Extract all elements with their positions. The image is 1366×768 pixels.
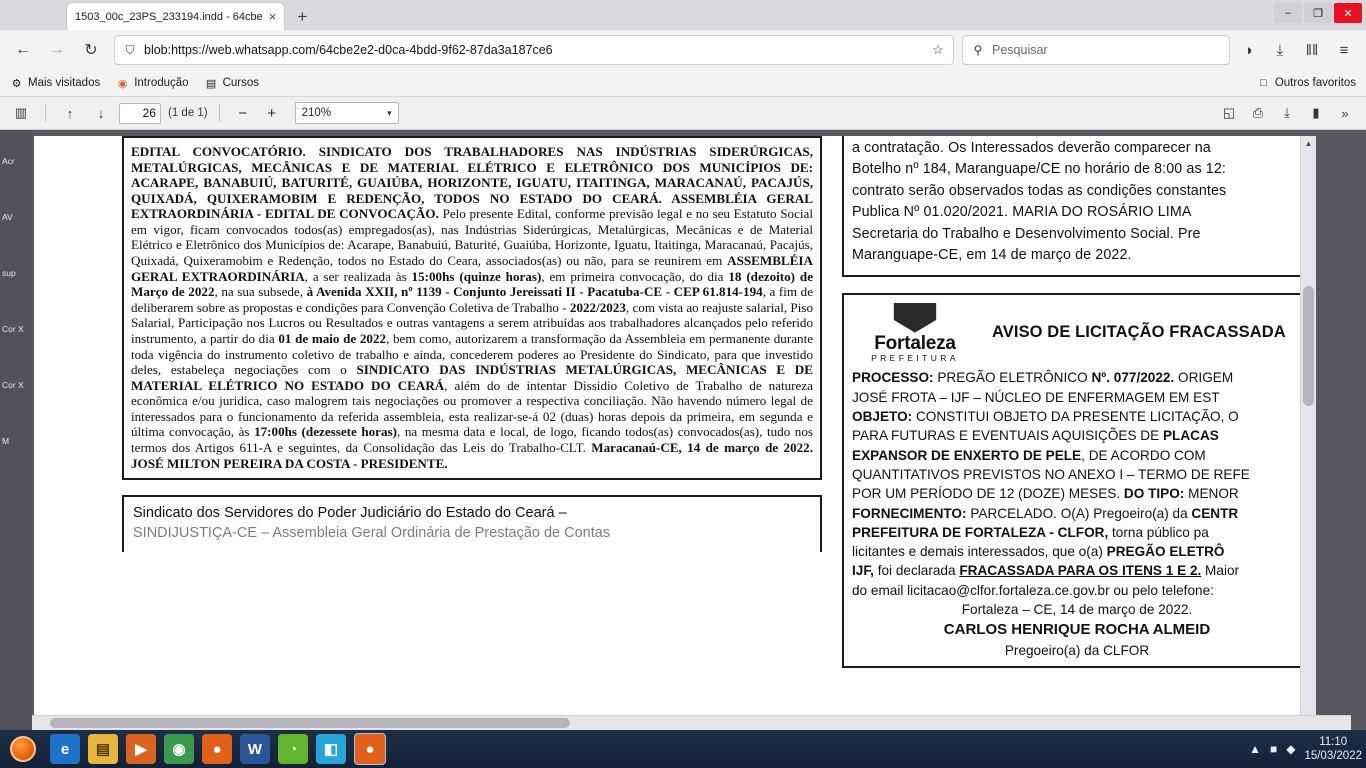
processo-tail: ORIGEM xyxy=(1174,370,1234,386)
maranguape-line: Secretaria do Trabalho e Desenvolvimento Social. Pre xyxy=(852,225,1201,242)
pocket-icon[interactable]: ◑ xyxy=(1243,41,1253,59)
zoom-out-button[interactable]: − xyxy=(238,104,248,122)
edital-convocatorio-notice xyxy=(122,136,822,480)
objeto-line3 xyxy=(852,446,1302,465)
show-hidden-icons-icon[interactable]: ▲ xyxy=(1249,742,1261,756)
notice-bold: SINDICATO DAS INDÚSTRIAS METALÚRGICAS, MECÂNICAS E DE MATERIAL ELÉTRICO NO ESTADO DO CEARÁ xyxy=(131,362,813,393)
tab-title: 1503_00c_23PS_233194.indd - 64cbe xyxy=(75,10,263,23)
save-icon[interactable]: ⤓ xyxy=(1284,105,1290,120)
forward-icon[interactable]: → xyxy=(49,41,65,58)
notice-body: , além do de intentar Dissidio Coletivo de Trabalho de natureza econômica e/ou juridica, caso malogrem tais negociações ou promover a respectiva conciliação. Não havendo número legal de interessados para o funcionamento da referida assembleia, esta realizar-se-á 02 (duas) horas depois da primeira, em segunda e última convocação, às xyxy=(131,377,813,440)
download-icon[interactable]: ⤓ xyxy=(1276,41,1284,59)
objeto-bold2: PLACAS xyxy=(1162,428,1219,444)
document-left-column xyxy=(122,136,822,552)
sindijustica-notice xyxy=(122,495,822,552)
objeto-paragraph xyxy=(852,407,1302,426)
url-text: blob:https://web.whatsapp.com/64cbe2e2-d0ca-4bdd-9f62-87da3a187ce6 xyxy=(144,43,553,57)
volume-icon[interactable]: ◆ xyxy=(1286,742,1296,756)
page-number-input[interactable]: 26 xyxy=(119,103,161,124)
start-orb-icon xyxy=(10,736,36,762)
notice-body: , a ser realizada às xyxy=(304,268,412,284)
notice-bold: 2022/2023 xyxy=(569,299,626,315)
sindijustica-line1: Sindicato dos Servidores do Poder Judiciário do Estado do Ceará – xyxy=(133,505,567,522)
toolbar-divider xyxy=(45,104,46,122)
new-tab-button[interactable]: + xyxy=(297,7,308,26)
bookmark-label: Cursos xyxy=(222,77,260,89)
edge-icon[interactable]: e xyxy=(50,734,80,764)
media-player-icon[interactable]: ▶ xyxy=(126,734,156,764)
firefox-icon[interactable]: ● xyxy=(202,734,232,764)
maranguape-line: a contratação. Os Interessados deverão comparecer na xyxy=(852,140,1211,156)
browser-tab[interactable] xyxy=(66,2,285,30)
objeto-line5 xyxy=(852,484,1302,503)
nvivo-icon[interactable]: ◔ xyxy=(278,734,308,764)
sidebar-toggle-icon[interactable]: ▥ xyxy=(14,105,28,120)
notice-body: , em primeira convocação, do dia xyxy=(541,268,729,284)
objeto-bold3: EXPANSOR DE ENXERTO DE PELE xyxy=(852,447,1082,463)
objeto-label: OBJETO: xyxy=(852,409,913,425)
objeto-line2 xyxy=(852,426,1302,445)
zoom-level-value: 210% xyxy=(301,107,332,119)
signer-name xyxy=(852,619,1302,640)
fornecimento-text: PARCELADO. O(A) Pregoeiro(a) da xyxy=(966,505,1192,521)
processo-label: PROCESSO: xyxy=(852,370,934,386)
start-button[interactable] xyxy=(4,732,42,766)
browser-navigation-bar xyxy=(0,30,1366,70)
pdf-viewer[interactable] xyxy=(0,130,1366,730)
fortaleza-logo xyxy=(852,303,978,363)
notice-bold: ASSEMBLÉIA GERAL EXTRAORDINÁRIA xyxy=(131,253,813,284)
bookmark-icon[interactable]: ▮ xyxy=(1312,105,1320,120)
bookmark-cursos[interactable] xyxy=(205,77,259,90)
margin-label: sup xyxy=(2,268,16,278)
zoom-select[interactable] xyxy=(295,102,399,124)
taskbar xyxy=(0,730,1366,768)
pdf-toolbar-right xyxy=(1216,101,1358,125)
clock-date: 15/03/2022 xyxy=(1304,750,1362,762)
notice-heading: EDITAL CONVOCATÓRIO. SINDICATO DOS TRABALHADORES NAS INDÚSTRIAS SIDERÚRGICAS, METALÚRGICAS, MECÂNICAS E DE MATERIAL ELÉTRICO E ELETRÔNICO DOS MUNICÍPIOS DE: ACARAPE, BANABUIÚ, BATURITÉ, GUAIÚBA, HORIZONTE, IGUATU, ITAITINGA, MARACANAÚ, PACAJÚS, QUIXADÁ, QUIXERAMOBIM E REDENÇÃO, TODOS NO ESTADO DO CEARÁ. ASSEMBLÉIA GERAL EXTRAORDINÁRIA - EDITAL DE CONVOCAÇÃO. xyxy=(131,144,813,222)
system-tray xyxy=(1249,735,1366,764)
fornecimento-line3 xyxy=(852,542,1302,561)
folder-icon: □ xyxy=(1260,77,1267,89)
notice-body: , na mesma data e local, de logo, ficando todos(as) convocados(as), tudo nos termos dos Artigos 611-A e seguintes, da Consolidação das Leis do Trabalho-CLT. xyxy=(131,424,813,455)
reload-icon[interactable]: ↻ xyxy=(84,42,98,59)
fracassada-underline: FRACASSADA PARA OS ITENS 1 E 2. xyxy=(959,563,1202,579)
margin-label: AV xyxy=(2,212,13,222)
fornecimento-line2 xyxy=(852,523,1302,542)
maranguape-line: Botelho nº 184, Maranguape/CE no horário de 8:00 as 12: xyxy=(852,161,1226,178)
presentation-mode-icon[interactable]: ◱ xyxy=(1222,105,1236,120)
fornecimento-line xyxy=(852,504,1302,523)
bookmark-other-favorites[interactable] xyxy=(1257,77,1356,90)
processo-number: Nº. 077/2022. xyxy=(1091,370,1175,386)
window-controls xyxy=(1274,3,1362,23)
notice-body: , na sua subsede, xyxy=(214,284,307,300)
bookmark-most-visited[interactable] xyxy=(10,77,100,90)
vertical-scroll-thumb[interactable] xyxy=(1303,286,1314,406)
firefox-icon: ◉ xyxy=(117,77,128,90)
horizontal-scroll-thumb[interactable] xyxy=(50,718,570,728)
notice-bold: à Avenida XXII, nº 1139 - Conjunto Jereissati II - Pacatuba-CE - CEP 61.814-194 xyxy=(306,284,763,300)
taskbar-icons xyxy=(50,733,386,765)
explorer-icon[interactable]: ▤ xyxy=(88,734,118,764)
viewer-horizontal-scrollbar[interactable] xyxy=(32,715,1351,730)
objeto-line4: QUANTITATIVOS PREVISTOS NO ANEXO I – TERMO DE REFE xyxy=(852,466,1250,482)
processo-text: PREGÃO ELETRÔNICO xyxy=(933,370,1092,386)
signer-role: Pregoeiro(a) da CLFOR xyxy=(1004,642,1150,658)
word-icon[interactable]: W xyxy=(240,734,270,764)
chevron-down-icon: ▾ xyxy=(387,107,392,118)
app-icon[interactable]: ◧ xyxy=(316,734,346,764)
objeto-text3: , DE ACORDO COM xyxy=(1081,447,1206,463)
margin-label: Cor X xyxy=(2,380,24,390)
pdf-page xyxy=(34,136,1316,730)
gear-icon: ⚙ xyxy=(11,77,22,90)
close-icon[interactable]: × xyxy=(268,9,277,24)
clock[interactable] xyxy=(1304,735,1362,764)
logo-line1: Fortaleza xyxy=(874,332,956,354)
notice-bold: 01 de maio de 2022 xyxy=(278,330,387,346)
bookmark-introducao[interactable] xyxy=(116,77,188,90)
objeto-text: CONSTITUI OBJETO DA PRESENTE LICITAÇÃO, O xyxy=(912,409,1239,425)
bookmark-label: Outros favoritos xyxy=(1274,77,1356,89)
origem-line: JOSÉ FROTA – IJF – NÚCLEO DE ENFERMAGEM EM EST xyxy=(852,389,1220,405)
declarada-text: foi declarada xyxy=(873,563,960,579)
bookmark-label: Mais visitados xyxy=(28,77,101,89)
objeto-text5: POR UM PERÍODO DE 12 (DOZE) MESES. xyxy=(852,486,1124,502)
sindijustica-line2: SINDIJUSTIÇA-CE – Assembleia Geral Ordinária de Prestação de Contas xyxy=(133,524,611,541)
search-icon: ⚲ xyxy=(973,43,983,57)
folder-icon: ▤ xyxy=(205,77,217,90)
network-icon[interactable]: ■ xyxy=(1269,742,1278,756)
shield-icon[interactable]: ⛉ xyxy=(125,42,135,57)
notice-body: , a fim de deliberarem sobre as propostas e condições para Convenção Coletiva de Trabalho - xyxy=(131,284,814,315)
notice-body: , com vista ao reajuste salarial, Piso Salarial, Participação nos Lucros ou Resultados e outras vantagens a serem atribuídas aos trabalhadores alcançados pelo referido instrumento, a partir do dia xyxy=(131,299,813,346)
notice-bold: 17:00hs (dezessete horas) xyxy=(254,424,397,440)
ijf-bold: IJF, xyxy=(852,563,874,579)
maranguape-line: Maranguape-CE, em 14 de março de 2022. xyxy=(852,247,1132,264)
print-icon[interactable]: ⎙ xyxy=(1252,105,1264,120)
fornecimento-line4 xyxy=(852,561,1302,580)
bookmark-label: Introdução xyxy=(134,77,189,89)
fornecimento-bold: CENTR xyxy=(1191,505,1239,521)
toolbar-divider xyxy=(219,104,220,122)
city-date-line: Fortaleza – CE, 14 de março de 2022. xyxy=(961,602,1193,618)
document-right-column xyxy=(842,136,1312,668)
minimize-button[interactable]: – xyxy=(1274,3,1302,23)
pdf-toolbar xyxy=(0,97,1366,130)
more-tools-icon[interactable]: » xyxy=(1341,105,1349,121)
next-page-icon[interactable]: ↓ xyxy=(97,105,105,121)
bookmarks-bar xyxy=(0,70,1366,97)
bookmark-star-icon[interactable]: ☆ xyxy=(932,42,944,57)
address-bar[interactable] xyxy=(114,35,954,65)
coat-of-arms-icon xyxy=(892,303,938,333)
licitantes-text: licitantes e demais interessados, que o(a) xyxy=(852,544,1107,560)
back-icon[interactable]: ← xyxy=(15,41,31,58)
aviso-licitacao-fracassada-notice xyxy=(842,293,1312,668)
search-bar[interactable] xyxy=(962,35,1230,65)
search-placeholder: Pesquisar xyxy=(992,43,1048,57)
maranguape-notice xyxy=(842,136,1312,277)
previous-page-icon[interactable]: ↑ xyxy=(66,105,74,121)
viewer-vertical-scrollbar[interactable] xyxy=(1300,136,1316,730)
processo-paragraph xyxy=(852,368,1302,387)
aviso-title: AVISO DE LICITAÇÃO FRACASSADA xyxy=(992,322,1286,341)
logo-line2: PREFEITURA xyxy=(871,352,959,363)
chrome-icon[interactable]: ◉ xyxy=(164,734,194,764)
scroll-up-icon[interactable]: ▲ xyxy=(1304,139,1313,148)
email-line: do email licitacao@clfor.fortaleza.ce.gov.br ou pelo telefone: xyxy=(852,582,1214,598)
maranguape-line: contrato serão observados todas as condições constantes xyxy=(852,182,1227,199)
maranguape-line: Publica Nº 01.020/2021. MARIA DO ROSÁRIO LIMA xyxy=(852,204,1192,221)
page-count-label: (1 de 1) xyxy=(168,107,208,119)
library-icon[interactable]: ‖‖ xyxy=(1305,41,1319,59)
fornecimento-label: FORNECIMENTO: xyxy=(852,505,967,521)
signer-bold: CARLOS HENRIQUE ROCHA ALMEID xyxy=(943,621,1211,639)
browser-titlebar xyxy=(0,0,1366,30)
objeto-text2: PARA FUTURAS E EVENTUAIS AQUISIÇÕES DE xyxy=(852,428,1163,444)
window-close-button[interactable]: ✕ xyxy=(1334,3,1362,23)
objeto-text5b: MENOR xyxy=(1184,486,1239,502)
notice-bold: 15:00hs (quinze horas) xyxy=(411,268,542,284)
notice-signature: Maracanaú-CE, 14 de março de 2022. JOSÉ MILTON PEREIRA DA COSTA - PRESIDENTE. xyxy=(131,439,813,471)
maior-text: Maior xyxy=(1201,563,1240,579)
maximize-button[interactable]: ❐ xyxy=(1304,3,1332,23)
objeto-bold5: DO TIPO: xyxy=(1123,486,1185,502)
margin-label: Cor X xyxy=(2,324,24,334)
document-left-margin-strip xyxy=(0,130,32,730)
margin-label: Acr xyxy=(2,156,15,166)
notice-bold: 18 (dezoito) de Março de 2022 xyxy=(131,268,814,300)
zoom-in-button[interactable]: + xyxy=(267,104,277,122)
notice-body: Pelo presente Edital, conforme previsão legal e no seu Estatuto Social em vigor, ficam convocados todos(as) empregados(as), nas Indústrias Siderúrgicas, Metalúrgicas, Mecânicas e de Material Elétrico e Eletrônico dos Municípios de: Acarape, Banabuiú, Baturité, Guaiúba, Horizonte, Iguatu, Itaitinga, Maracanaú, Pacajús, Quixadá, Quixeramobim e Redenção, todos no Estado do Ceara, associados(as) ou não, para se reunirem em xyxy=(131,206,813,269)
margin-label: M xyxy=(2,436,10,446)
clfor-bold: PREFEITURA DE FORTALEZA - CLFOR, xyxy=(852,524,1109,540)
aviso-header xyxy=(852,303,1302,363)
clock-time: 11:10 xyxy=(1319,735,1348,748)
pregao-bold: PREGÃO ELETRÔ xyxy=(1106,544,1225,560)
menu-icon[interactable]: ≡ xyxy=(1339,41,1349,59)
notice-body: , bem como, autorizarem a transformação da Assembleia em permanente durante toda vigência do instrumento coletivo de trabalho e ainda, concederem poderes ao Presidente do Sindicato, para que investido deles, estabeleça negociações com o xyxy=(131,330,814,378)
firefox-window-icon[interactable]: ● xyxy=(354,733,386,765)
clfor-text: torna público pa xyxy=(1108,524,1209,540)
